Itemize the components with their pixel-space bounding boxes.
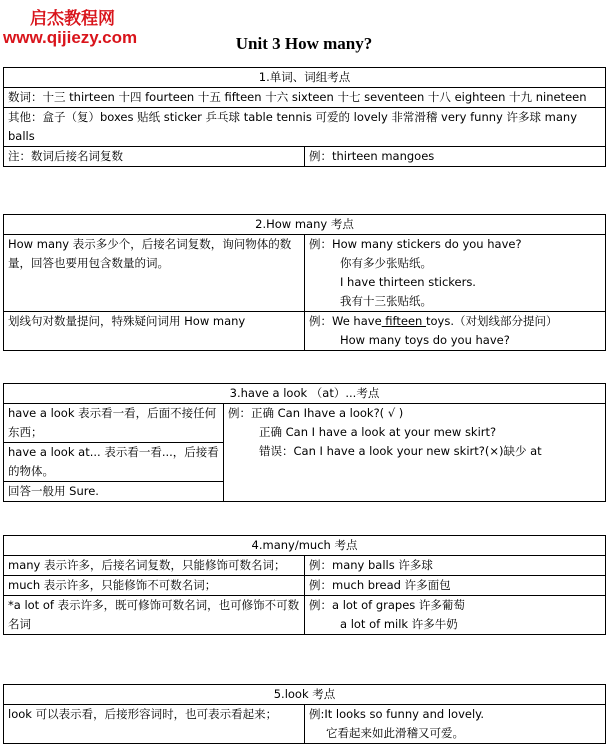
rule-item: have a look at... 表示看一看...，后接看的物体。 bbox=[4, 443, 223, 482]
example-line: 你有多少张贴纸。 bbox=[340, 256, 432, 270]
note-example-cell: 例：thirteen mangoes bbox=[305, 147, 606, 167]
example-line: 例:It looks so funny and lovely. bbox=[309, 707, 484, 721]
rule-cell: much 表示许多，只能修饰不可数名词； bbox=[4, 576, 305, 596]
section-heading: 5.look 考点 bbox=[4, 685, 606, 705]
rules-list bbox=[4, 404, 223, 501]
section-heading: 1.单词、词组考点 bbox=[4, 68, 606, 88]
example-cell: 例：much bread 许多面包 bbox=[305, 576, 606, 596]
rule-cell: many 表示许多，后接名词复数，只能修饰可数名词； bbox=[4, 556, 305, 576]
section-vocabulary-table bbox=[3, 67, 606, 167]
note-cell: 注：数词后接名词复数 bbox=[4, 147, 305, 167]
page-title: Unit 3 How many? bbox=[235, 34, 373, 53]
example-line: 错误：Can I have a look your new skirt?(×)缺少 at bbox=[259, 444, 542, 458]
section-many-much-table bbox=[3, 535, 606, 635]
example-line: 例：How many stickers do you have? bbox=[309, 237, 522, 251]
rule-cell: 划线句对数量提问，特殊疑问词用 How many bbox=[4, 312, 305, 351]
example-line: 正确 Can I have a look at your mew skirt? bbox=[259, 425, 497, 439]
watermark-name: 启杰教程网 bbox=[30, 9, 115, 29]
example-line bbox=[309, 312, 601, 331]
underlined-word: fifteen bbox=[381, 314, 427, 328]
example-line: I have thirteen stickers. bbox=[340, 275, 476, 289]
rule-cell: look 可以表示看，后接形容词时，也可表示看起来； bbox=[4, 705, 305, 744]
example-line: a lot of milk 许多牛奶 bbox=[340, 617, 458, 631]
example-prefix: 例：We have bbox=[309, 314, 382, 328]
section-how-many-table bbox=[3, 214, 606, 351]
rule-cell: *a lot of 表示许多，既可修饰可数名词，也可修饰不可数名词 bbox=[4, 596, 305, 635]
example-line: 我有十三张贴纸。 bbox=[340, 294, 432, 308]
example-cell: 例：many balls 许多球 bbox=[305, 556, 606, 576]
example-line: 例：a lot of grapes 许多葡萄 bbox=[309, 598, 465, 612]
rule-item: 回答一般用 Sure. bbox=[8, 484, 99, 498]
section-heading: 2.How many 考点 bbox=[4, 215, 606, 235]
example-cell bbox=[305, 312, 606, 351]
example-cell bbox=[305, 235, 606, 312]
section-look-table bbox=[3, 684, 606, 744]
rule-cell: How many 表示多少个，后接名词复数，询问物体的数量，回答也要用包含数量的词。 bbox=[4, 235, 305, 312]
example-cell bbox=[305, 596, 606, 635]
numbers-row: 数词：十三 thirteen 十四 fourteen 十五 fifteen 十六 sixteen 十七 seventeen 十八 eighteen 十九 nineteen bbox=[4, 88, 606, 108]
example-cell bbox=[224, 404, 606, 502]
example-line: 它看起来如此滑稽又可爱。 bbox=[326, 726, 464, 740]
example-suffix: toys.（对划线部分提问） bbox=[426, 314, 558, 328]
example-line: 例：正确 Can Ihave a look?( √ ) bbox=[228, 406, 404, 420]
section-have-a-look-table bbox=[3, 383, 606, 502]
example-cell bbox=[305, 705, 606, 744]
rule-item: have a look 表示看一看，后面不接任何东西； bbox=[4, 404, 223, 443]
section-heading: 4.many/much 考点 bbox=[4, 536, 606, 556]
example-line: How many toys do you have? bbox=[340, 333, 510, 347]
others-row: 其他：盒子（复）boxes 贴纸 sticker 乒乓球 table tennis 可爱的 lovely 非常滑稽 very funny 许多球 many balls bbox=[4, 108, 606, 147]
watermark-url: www.qijiezy.com bbox=[3, 28, 138, 47]
section-heading: 3.have a look （at）...考点 bbox=[4, 384, 606, 404]
rules-cell bbox=[4, 404, 224, 502]
